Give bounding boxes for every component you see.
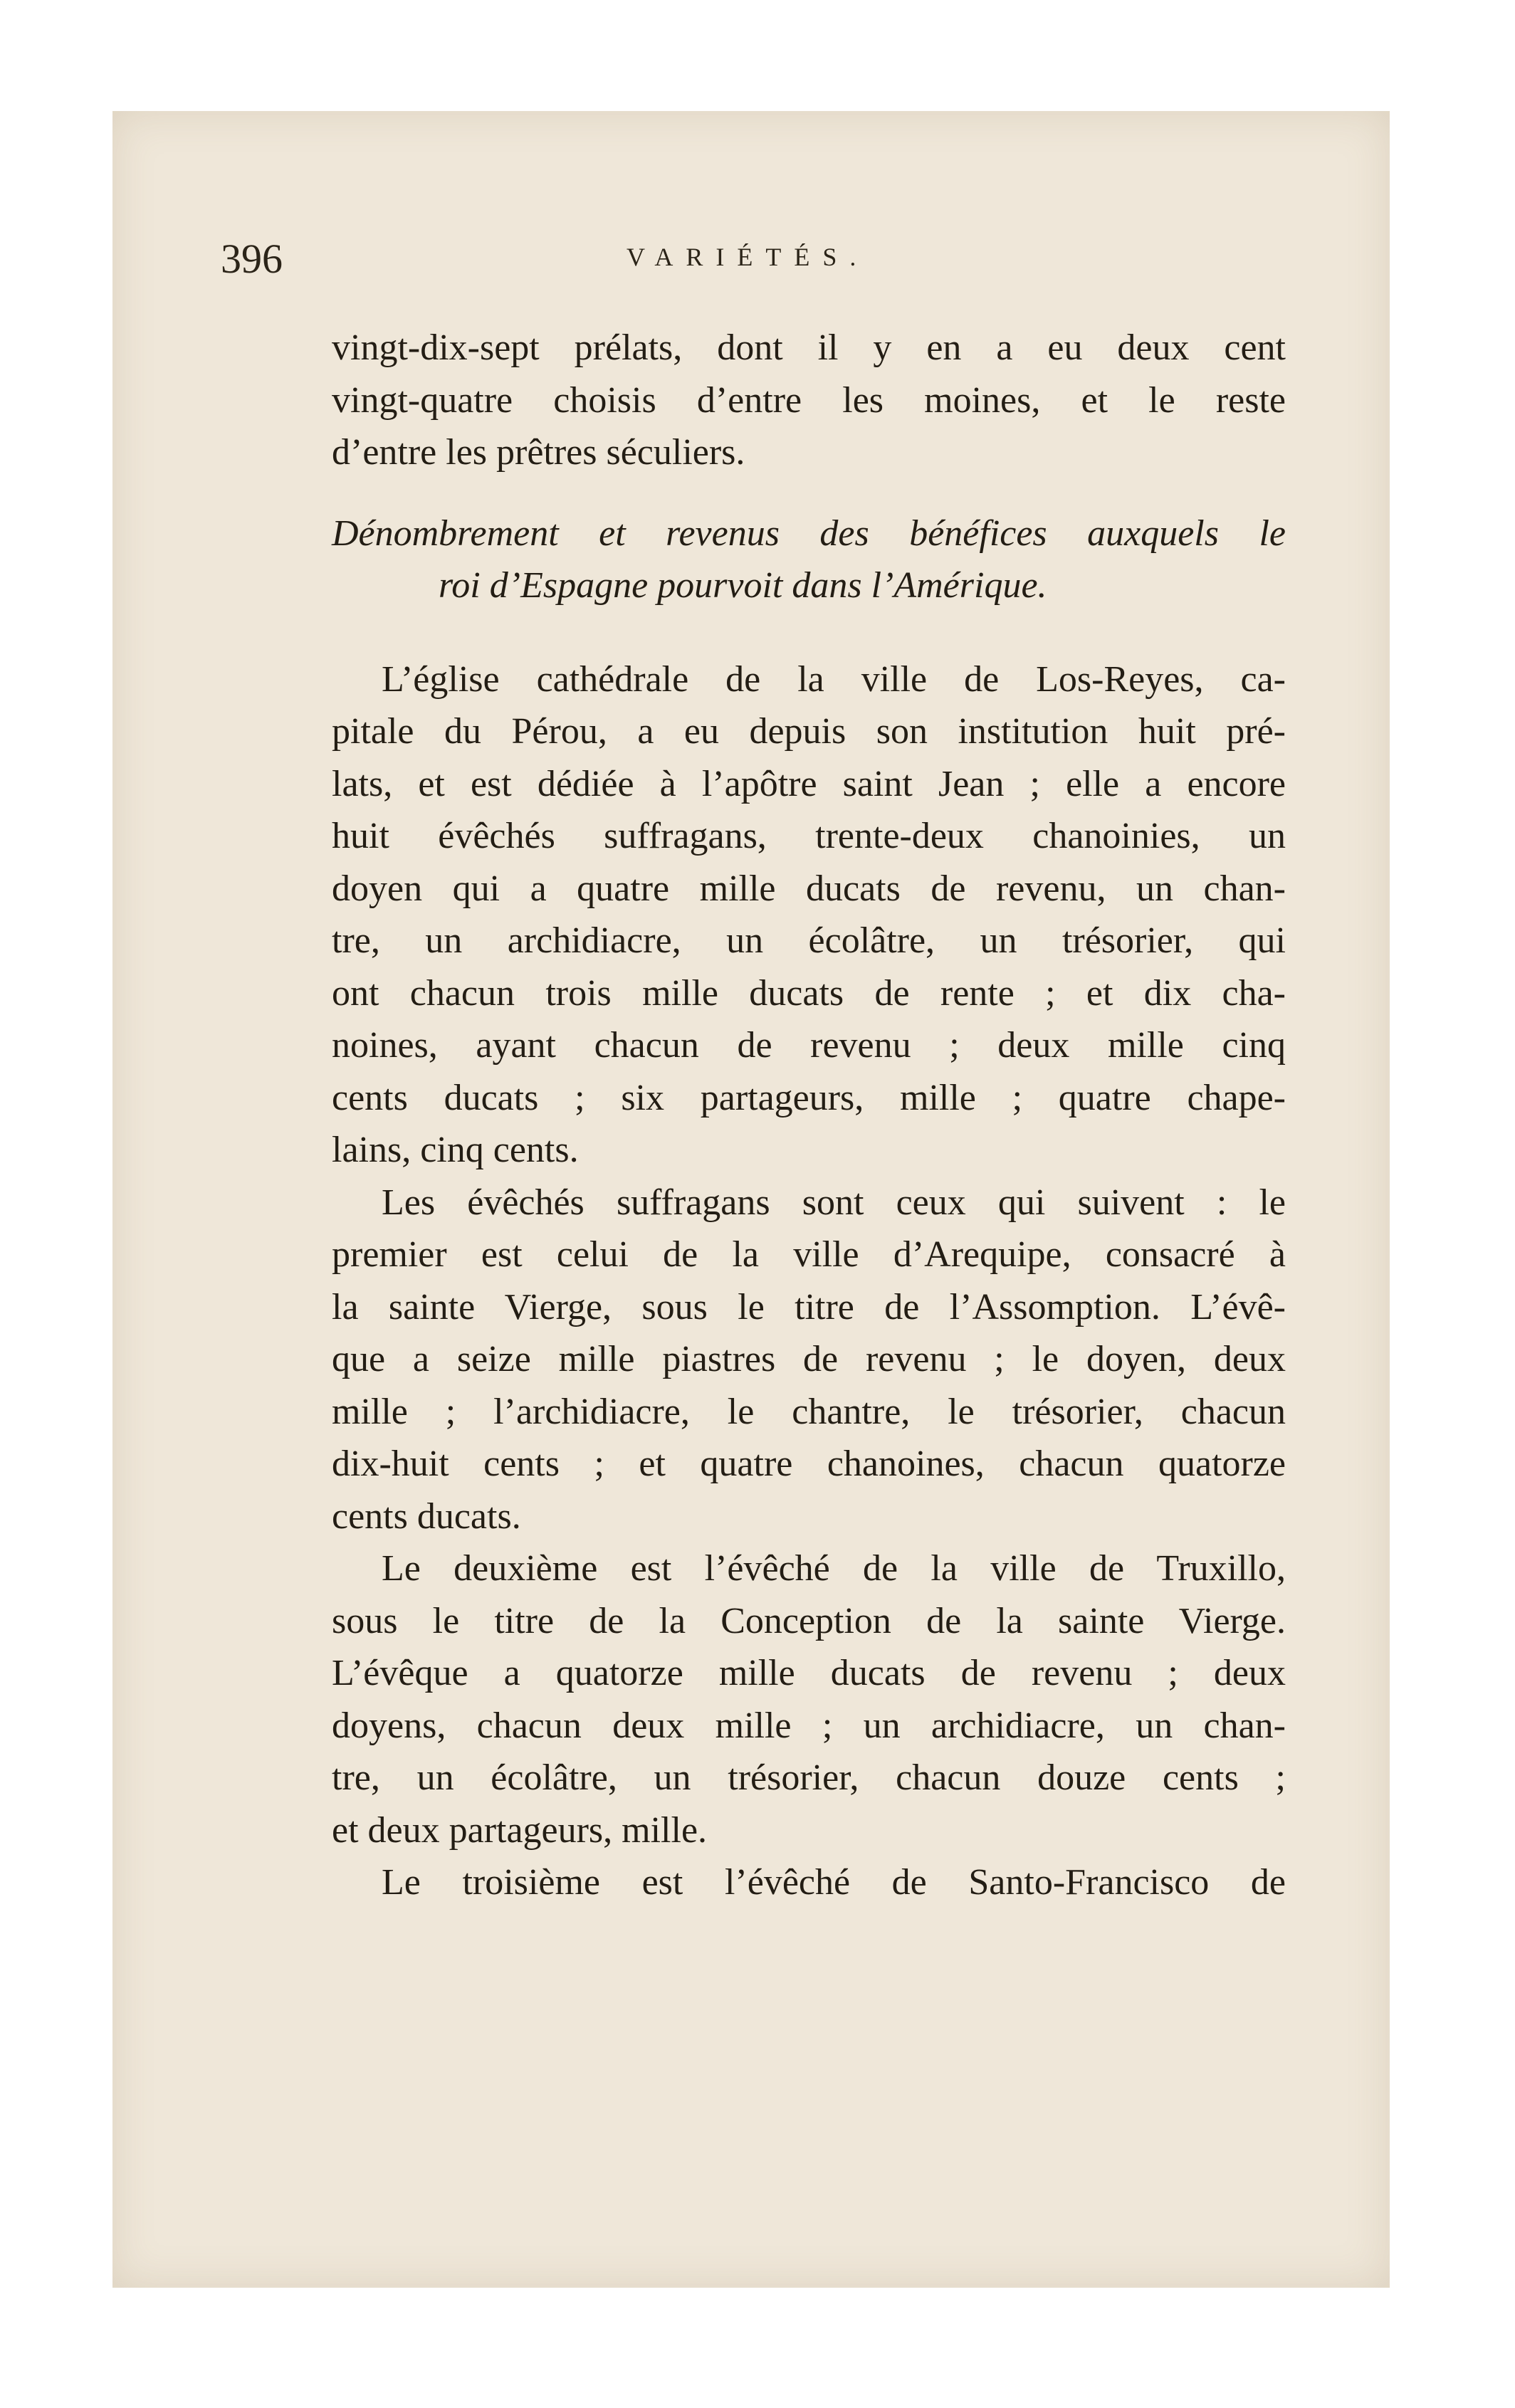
intro-paragraph [332,322,1286,479]
text-line: Les évêchés suffragans sont ceux qui suivent : le [382,1182,1286,1223]
text-line: mille ; l’archidiacre, le chantre, le trésorier, chacun [332,1391,1286,1432]
text-line: L’église cathédrale de la ville de Los-Reyes, ca- [382,658,1286,700]
text-line: Le troisième est l’évêché de Santo-Francisco de [382,1862,1286,1903]
text-line: cents ducats. [332,1495,521,1537]
text-line: vingt-dix-sept prélats, dont il y en a eu deux cent [332,327,1286,368]
text-line: lains, cinq cents. [332,1130,579,1170]
text-line: ont chacun trois mille ducats de rente ; et dix cha- [332,972,1286,1014]
body-text [332,322,1286,1909]
text-line: lats, et est dédiée à l’apôtre saint Jean ; elle a encore [332,763,1286,804]
paragraph-1 [332,653,1286,1177]
text-line: huit évêchés suffragans, trente-deux chanoinies, un [332,816,1286,856]
text-line: doyen qui a quatre mille ducats de revenu, un chan- [332,868,1286,909]
text-line: et deux partageurs, mille. [332,1809,708,1851]
heading-line: Dénombrement et revenus des bénéfices auxquels le [332,512,1286,554]
text-line: pitale du Pérou, a eu depuis son institution huit pré- [332,711,1286,752]
text-line: premier est celui de la ville d’Arequipe, consacré à [332,1234,1286,1275]
heading-line: roi d’Espagne pourvoit dans l’Amérique. [439,565,1047,606]
text-line: vingt-quatre choisis d’entre les moines, et le reste [332,379,1286,421]
text-line: dix-huit cents ; et quatre chanoines, chacun quatorze [332,1444,1286,1484]
paragraph-4 [332,1856,1286,1909]
text-line: noines, ayant chacun de revenu ; deux mille cinq [332,1025,1286,1066]
text-line: Le deuxième est l’évêché de la ville de Truxillo, [382,1548,1286,1589]
page-number: 396 [221,236,283,282]
text-line: L’évêque a quatorze mille ducats de revenu ; deux [332,1653,1286,1693]
text-line: la sainte Vierge, sous le titre de l’Assomption. L’évê- [332,1286,1286,1327]
paragraph-3 [332,1542,1286,1856]
text-line: sous le titre de la Conception de la sainte Vierge. [332,1600,1286,1641]
text-line: d’entre les prêtres séculiers. [332,432,745,473]
text-line: tre, un écolâtre, un trésorier, chacun douze cents ; [332,1757,1286,1798]
page-header [221,235,1281,285]
paragraph-2 [332,1177,1286,1543]
section-heading [332,508,1286,612]
text-line: cents ducats ; six partageurs, mille ; quatre chape- [332,1077,1286,1118]
text-line: tre, un archidiacre, un écolâtre, un trésorier, qui [332,920,1286,961]
text-line: que a seize mille piastres de revenu ; le doyen, deux [332,1339,1286,1379]
text-line: doyens, chacun deux mille ; un archidiacre, un chan- [332,1705,1286,1746]
running-title: VARIÉTÉS. [627,243,869,271]
